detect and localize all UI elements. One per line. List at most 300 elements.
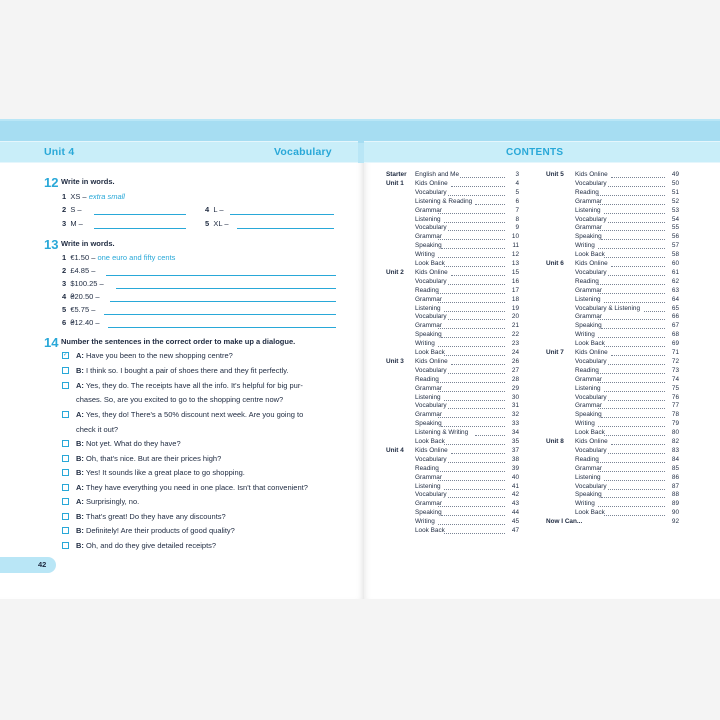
item-prompt: £4.85 – xyxy=(70,266,96,275)
toc-entry[interactable]: Vocabulary xyxy=(575,179,607,187)
toc-entry[interactable]: Speaking xyxy=(415,420,442,428)
item-prompt: ₴12.40 – xyxy=(70,318,100,327)
toc-page-number: 41 xyxy=(511,482,519,490)
item-prompt: M – xyxy=(70,219,83,228)
toc-entry[interactable]: Reading xyxy=(575,366,599,374)
toc-page-number: 65 xyxy=(671,304,679,312)
toc-unit-label: Now I Can... xyxy=(546,518,583,526)
toc-page-number: 67 xyxy=(671,322,679,330)
toc-entry[interactable]: Vocabulary xyxy=(415,491,447,499)
toc-entry[interactable]: Reading xyxy=(415,464,439,472)
exercise-13-number: 13 xyxy=(44,237,59,252)
toc-page-number: 75 xyxy=(671,384,679,392)
toc-entry[interactable]: Vocabulary & Listening xyxy=(575,304,641,312)
item-prompt: L – xyxy=(213,205,224,214)
toc-leader-dots xyxy=(438,391,505,392)
dialogue-text: Oh, and do they give detailed receipts? xyxy=(86,541,217,550)
dialogue-text: Definitely! Are their products of good quality? xyxy=(86,526,235,535)
toc-page-number: 5 xyxy=(515,188,519,196)
toc-leader-dots xyxy=(598,293,665,294)
toc-entry[interactable]: Speaking xyxy=(415,242,442,250)
toc-leader-dots xyxy=(448,230,505,231)
item-number: 1 xyxy=(62,192,67,201)
item-answer: extra small xyxy=(88,192,125,201)
speaker-label: A: xyxy=(76,483,84,492)
toc-page-number: 42 xyxy=(511,491,519,499)
toc-leader-dots xyxy=(608,489,665,490)
toc-page-number: 78 xyxy=(671,411,679,419)
item-prompt: S – xyxy=(70,205,82,214)
toc-page-number: 9 xyxy=(515,224,519,232)
header-band-top xyxy=(0,121,364,143)
toc-entry[interactable]: Kids Online xyxy=(415,268,448,276)
toc-leader-dots xyxy=(438,213,505,214)
toc-page-number: 66 xyxy=(671,313,679,321)
toc-leader-dots xyxy=(451,453,505,454)
toc-page-number: 73 xyxy=(671,366,679,374)
toc-entry[interactable]: Look Back xyxy=(415,527,445,534)
ex12-item-5 xyxy=(205,219,229,228)
toc-page-number: 17 xyxy=(511,286,519,294)
ex12-item-2 xyxy=(62,205,82,214)
item-number: 2 xyxy=(62,266,67,275)
answer-line[interactable] xyxy=(116,288,336,289)
toc-entry[interactable]: Grammar xyxy=(575,197,602,205)
toc-page-number: 21 xyxy=(511,322,519,330)
toc-page-number: 76 xyxy=(671,393,679,401)
toc-entry[interactable]: Writing xyxy=(575,420,595,428)
dialogue-text: I think so. I bought a pair of shoes there and they fit perfectly. xyxy=(86,366,289,375)
item-number: 2 xyxy=(62,205,67,214)
toc-leader-dots xyxy=(438,417,505,418)
exercise-12-number: 12 xyxy=(44,175,59,190)
toc-leader-dots xyxy=(438,302,505,303)
ex13-item-1 xyxy=(62,253,175,262)
speaker-label: B: xyxy=(76,526,84,535)
toc-entry[interactable]: Grammar xyxy=(415,322,442,330)
toc-leader-dots xyxy=(438,239,505,240)
toc-entry[interactable]: Grammar xyxy=(415,295,442,303)
toc-leader-dots xyxy=(598,204,665,205)
toc-leader-dots xyxy=(598,471,665,472)
toc-leader-dots xyxy=(604,213,665,214)
toc-leader-dots xyxy=(448,195,505,196)
toc-entry[interactable]: Writing xyxy=(415,251,435,259)
toc-entry[interactable]: Grammar xyxy=(415,233,442,241)
toc-entry[interactable]: Vocabulary xyxy=(575,482,607,490)
ex13-item-2 xyxy=(62,266,95,275)
toc-entry[interactable]: Writing xyxy=(415,518,435,526)
answer-line[interactable] xyxy=(106,275,336,276)
speaker-label: B: xyxy=(76,454,84,463)
toc-entry[interactable]: Grammar xyxy=(415,206,442,214)
dialogue-line xyxy=(76,497,139,506)
toc-entry[interactable]: Kids Online xyxy=(575,349,608,356)
toc-entry[interactable]: Vocabulary xyxy=(575,446,607,454)
item-prompt: XL – xyxy=(213,219,229,228)
toc-page-number: 39 xyxy=(511,464,519,472)
toc-page-number: 68 xyxy=(671,331,679,339)
dialogue-line xyxy=(76,512,226,521)
item-prompt: €1.50 – xyxy=(70,253,96,262)
toc-entry[interactable]: Vocabulary xyxy=(415,188,447,196)
order-checkbox[interactable]: ✓ xyxy=(63,352,69,358)
toc-leader-dots xyxy=(451,275,505,276)
dialogue-text: Yes, they do! There's a 50% discount next week. Are you going to xyxy=(85,410,304,419)
toc-page-number: 19 xyxy=(511,304,519,312)
toc-entry[interactable]: Reading xyxy=(575,277,599,285)
order-checkbox[interactable] xyxy=(62,484,69,491)
toc-entry[interactable]: Grammar xyxy=(575,402,602,410)
order-checkbox[interactable] xyxy=(62,455,69,462)
toc-unit-label: Starter xyxy=(386,171,407,178)
toc-leader-dots xyxy=(444,222,505,223)
toc-page-number: 64 xyxy=(671,295,679,303)
toc-entry[interactable]: Listening xyxy=(415,393,441,401)
toc-page-number: 38 xyxy=(511,455,519,463)
toc-page-number: 90 xyxy=(671,509,679,517)
toc-page-number: 89 xyxy=(671,500,679,508)
exercise-14-number: 14 xyxy=(44,335,59,350)
toc-entry[interactable]: Grammar xyxy=(575,464,602,472)
toc-entry[interactable]: Vocabulary xyxy=(415,277,447,285)
toc-entry[interactable]: Listening & Writing xyxy=(415,429,469,437)
ex12-item-3 xyxy=(62,219,83,228)
toc-page-number: 6 xyxy=(515,197,519,205)
toc-page-number: 44 xyxy=(511,509,519,517)
order-checkbox[interactable] xyxy=(62,411,69,418)
toc-entry[interactable]: Listening xyxy=(415,215,441,223)
toc-entry[interactable]: Writing xyxy=(415,340,435,348)
toc-entry[interactable]: Grammar xyxy=(415,411,442,419)
toc-entry[interactable]: Kids Online xyxy=(575,438,608,445)
toc-entry[interactable]: Vocabulary xyxy=(415,455,447,463)
dialogue-text: Have you been to the new shopping centre? xyxy=(86,351,233,360)
toc-entry[interactable]: Look Back xyxy=(575,429,605,437)
toc-entry[interactable]: Speaking xyxy=(575,322,602,330)
toc-leader-dots xyxy=(611,266,665,267)
toc-leader-dots xyxy=(448,497,505,498)
toc-leader-dots xyxy=(598,462,665,463)
toc-entry[interactable]: Look Back xyxy=(575,509,605,517)
toc-leader-dots xyxy=(448,284,505,285)
dialogue-line xyxy=(76,351,233,360)
toc-page-number: 12 xyxy=(511,251,519,259)
toc-page-number: 24 xyxy=(511,349,519,356)
toc-entry[interactable]: Writing xyxy=(575,500,595,508)
dialogue-line xyxy=(76,366,289,375)
unit-title: Unit 4 xyxy=(44,146,75,158)
toc-page-number: 43 xyxy=(511,500,519,508)
order-checkbox[interactable] xyxy=(62,440,69,447)
toc-page-number: 30 xyxy=(511,393,519,401)
exercise-12-title: Write in words. xyxy=(61,177,115,186)
speaker-label: A: xyxy=(76,497,84,506)
toc-leader-dots xyxy=(608,364,665,365)
toc-page-number: 87 xyxy=(671,482,679,490)
speaker-label: B: xyxy=(76,439,84,448)
toc-page-number: 77 xyxy=(671,402,679,410)
item-number: 4 xyxy=(62,292,67,301)
toc-entry[interactable]: Vocabulary xyxy=(415,224,447,232)
toc-entry[interactable]: Grammar xyxy=(575,286,602,294)
dialogue-text: That's great! Do they have any discounts? xyxy=(85,512,226,521)
toc-leader-dots xyxy=(598,408,665,409)
toc-unit-label: Unit 6 xyxy=(546,260,564,267)
answer-line[interactable] xyxy=(108,327,336,328)
toc-leader-dots xyxy=(598,506,665,507)
toc-page-number: 47 xyxy=(511,527,519,534)
order-checkbox[interactable] xyxy=(62,469,69,476)
dialogue-text: check it out? xyxy=(76,425,119,434)
toc-leader-dots xyxy=(448,373,505,374)
toc-entry[interactable]: Reading xyxy=(415,286,439,294)
toc-page-number: 85 xyxy=(671,464,679,472)
contents-title: CONTENTS xyxy=(506,147,564,158)
dialogue-text: Yes! It sounds like a great place to go shopping. xyxy=(85,468,245,477)
item-prompt: $100.25 – xyxy=(70,279,104,288)
toc-entry[interactable]: Kids Online xyxy=(415,357,448,365)
book-spread xyxy=(0,119,720,599)
dialogue-line xyxy=(76,468,245,477)
toc-page-number: 82 xyxy=(671,438,679,445)
dialogue-line xyxy=(76,454,221,463)
ex13-item-5 xyxy=(62,305,95,314)
exercise-14-title: Number the sentences in the correct order to make up a dialogue. xyxy=(61,337,296,346)
dialogue-line xyxy=(76,439,181,448)
toc-leader-dots xyxy=(611,355,665,356)
toc-entry[interactable]: Listening & Reading xyxy=(415,197,473,205)
section-title: Vocabulary xyxy=(274,146,332,158)
toc-leader-dots xyxy=(601,497,665,498)
toc-leader-dots xyxy=(441,337,505,338)
toc-entry[interactable]: Writing xyxy=(575,242,595,250)
toc-leader-dots xyxy=(604,257,665,258)
right-page xyxy=(364,119,720,599)
toc-leader-dots xyxy=(608,453,665,454)
toc-entry[interactable]: Speaking xyxy=(415,509,442,517)
ex13-item-4 xyxy=(62,292,100,301)
toc-leader-dots xyxy=(608,275,665,276)
toc-entry[interactable]: Speaking xyxy=(415,331,442,339)
toc-leader-dots xyxy=(608,222,665,223)
toc-entry[interactable]: Look Back xyxy=(415,260,445,267)
toc-page-number: 27 xyxy=(511,366,519,374)
toc-leader-dots xyxy=(441,248,505,249)
toc-page-number: 63 xyxy=(671,286,679,294)
toc-entry[interactable]: Listening xyxy=(415,304,441,312)
toc-leader-dots xyxy=(451,364,505,365)
dialogue-text: chases. So, are you excited to go to the shopping centre now? xyxy=(76,395,284,404)
toc-page-number: 86 xyxy=(671,473,679,481)
toc-entry[interactable]: Kids Online xyxy=(575,171,608,178)
toc-entry[interactable]: Vocabulary xyxy=(415,313,447,321)
speaker-label: B: xyxy=(76,366,84,375)
toc-entry[interactable]: Vocabulary xyxy=(575,357,607,365)
toc-entry[interactable]: Listening xyxy=(575,295,601,303)
toc-leader-dots xyxy=(598,373,665,374)
item-number: 3 xyxy=(62,279,67,288)
ex12-item-4 xyxy=(205,205,224,214)
answer-line[interactable] xyxy=(110,301,336,302)
speaker-label: A: xyxy=(76,381,84,390)
toc-entry[interactable]: Vocabulary xyxy=(415,402,447,410)
dialogue-line xyxy=(76,483,308,492)
toc-page-number: 4 xyxy=(515,179,519,187)
toc-page-number: 7 xyxy=(515,206,519,214)
toc-leader-dots xyxy=(448,462,505,463)
toc-leader-dots xyxy=(438,346,505,347)
toc-entry[interactable]: Vocabulary xyxy=(415,366,447,374)
toc-unit-label: Unit 1 xyxy=(386,179,404,187)
toc-entry[interactable]: Vocabulary xyxy=(575,268,607,276)
toc-entry[interactable]: Grammar xyxy=(575,313,602,321)
toc-entry[interactable]: Grammar xyxy=(415,384,442,392)
toc-leader-dots xyxy=(601,239,665,240)
toc-leader-dots xyxy=(438,506,505,507)
toc-entry[interactable]: Kids Online xyxy=(415,179,448,187)
item-prompt: ₴20.50 – xyxy=(70,292,100,301)
dialogue-line xyxy=(76,425,118,434)
order-checkbox[interactable] xyxy=(62,542,69,549)
dialogue-line xyxy=(76,526,235,535)
toc-leader-dots xyxy=(598,248,665,249)
answer-line[interactable] xyxy=(104,314,336,315)
toc-entry[interactable]: Look Back xyxy=(415,349,445,356)
toc-page-number: 80 xyxy=(671,429,679,437)
toc-page-number: 22 xyxy=(511,331,519,339)
toc-page-number: 79 xyxy=(671,420,679,428)
toc-leader-dots xyxy=(444,311,505,312)
toc-entry[interactable]: Speaking xyxy=(575,491,602,499)
dialogue-text: Not yet. What do they have? xyxy=(86,439,181,448)
toc-leader-dots xyxy=(475,204,505,205)
toc-entry[interactable]: Writing xyxy=(575,331,595,339)
ex13-item-3 xyxy=(62,279,104,288)
toc-page-number: 13 xyxy=(511,260,519,267)
toc-page-number: 28 xyxy=(511,375,519,383)
answer-line[interactable] xyxy=(94,228,186,229)
left-page xyxy=(0,119,364,599)
item-number: 4 xyxy=(205,205,210,214)
answer-line[interactable] xyxy=(230,214,334,215)
speaker-label: B: xyxy=(76,512,84,521)
toc-leader-dots xyxy=(444,444,505,445)
toc-leader-dots xyxy=(444,400,505,401)
toc-leader-dots xyxy=(598,230,665,231)
toc-leader-dots xyxy=(444,266,505,267)
toc-page-number: 40 xyxy=(511,473,519,481)
toc-entry[interactable]: Reading xyxy=(575,188,599,196)
toc-entry[interactable]: Vocabulary xyxy=(575,215,607,223)
toc-leader-dots xyxy=(611,177,665,178)
toc-entry[interactable]: Listening xyxy=(575,384,601,392)
toc-page-number: 33 xyxy=(511,420,519,428)
toc-leader-dots xyxy=(644,311,665,312)
order-checkbox[interactable] xyxy=(62,498,69,505)
toc-entry[interactable]: Grammar xyxy=(575,224,602,232)
toc-entry[interactable]: Grammar xyxy=(415,500,442,508)
toc-entry[interactable]: Listening xyxy=(575,206,601,214)
item-prompt: XS – xyxy=(70,192,87,201)
toc-page-number: 10 xyxy=(511,233,519,241)
toc-page-number: 56 xyxy=(671,233,679,241)
toc-entry[interactable]: English and Me xyxy=(415,171,460,178)
toc-entry[interactable]: Grammar xyxy=(415,473,442,481)
toc-page-number: 62 xyxy=(671,277,679,285)
toc-entry[interactable]: Look Back xyxy=(415,438,445,445)
toc-entry[interactable]: Grammar xyxy=(575,375,602,383)
order-checkbox[interactable] xyxy=(62,513,69,520)
toc-page-number: 50 xyxy=(671,179,679,187)
toc-entry[interactable]: Kids Online xyxy=(415,446,448,454)
toc-unit-label: Unit 5 xyxy=(546,171,564,178)
dialogue-text: Yes, they do. The receipts have all the info. It's helpful for big pur- xyxy=(85,381,303,390)
toc-page-number: 51 xyxy=(671,188,679,196)
order-checkbox[interactable] xyxy=(62,382,69,389)
toc-entry[interactable]: Kids Online xyxy=(575,260,608,267)
toc-leader-dots xyxy=(444,489,505,490)
dialogue-line xyxy=(76,541,216,550)
answer-line[interactable] xyxy=(94,214,186,215)
toc-unit-label: Unit 8 xyxy=(546,438,564,445)
toc-page-number: 61 xyxy=(671,268,679,276)
dialogue-text: They have everything you need in one place. Isn't that convenient? xyxy=(85,483,308,492)
toc-entry[interactable]: Reading xyxy=(575,455,599,463)
toc-leader-dots xyxy=(604,515,665,516)
toc-leader-dots xyxy=(598,382,665,383)
toc-entry[interactable]: Vocabulary xyxy=(575,393,607,401)
toc-leader-dots xyxy=(598,426,665,427)
toc-entry[interactable]: Speaking xyxy=(575,233,602,241)
toc-leader-dots xyxy=(601,328,665,329)
toc-page-number: 49 xyxy=(671,171,679,178)
toc-page-number: 74 xyxy=(671,375,679,383)
toc-leader-dots xyxy=(460,177,505,178)
toc-entry[interactable]: Look Back xyxy=(575,340,605,348)
dialogue-text: Oh, that's nice. But are their prices high? xyxy=(86,454,222,463)
toc-page-number: 71 xyxy=(671,349,679,356)
order-checkbox[interactable] xyxy=(62,527,69,534)
toc-page-number: 26 xyxy=(511,357,519,365)
toc-page-number: 84 xyxy=(671,455,679,463)
toc-page-number: 8 xyxy=(515,215,519,223)
item-number: 3 xyxy=(62,219,67,228)
toc-page-number: 23 xyxy=(511,340,519,348)
toc-entry[interactable]: Listening xyxy=(575,473,601,481)
toc-leader-dots xyxy=(611,444,665,445)
answer-line[interactable] xyxy=(237,228,334,229)
toc-leader-dots xyxy=(604,435,665,436)
toc-entry[interactable]: Reading xyxy=(415,375,439,383)
toc-page-number: 52 xyxy=(671,197,679,205)
toc-leader-dots xyxy=(604,346,665,347)
toc-page-number: 34 xyxy=(511,429,519,437)
toc-unit-label: Unit 3 xyxy=(386,357,404,365)
toc-page-number: 11 xyxy=(512,242,519,250)
dialogue-line xyxy=(76,410,303,419)
toc-page-number: 53 xyxy=(671,206,679,214)
toc-entry[interactable]: Listening xyxy=(415,482,441,490)
toc-entry[interactable]: Look Back xyxy=(575,251,605,259)
toc-entry[interactable]: Speaking xyxy=(575,411,602,419)
toc-leader-dots xyxy=(438,480,505,481)
order-checkbox[interactable] xyxy=(62,367,69,374)
toc-page-number: 18 xyxy=(511,295,519,303)
toc-leader-dots xyxy=(448,319,505,320)
speaker-label: B: xyxy=(76,468,84,477)
toc-leader-dots xyxy=(598,319,665,320)
